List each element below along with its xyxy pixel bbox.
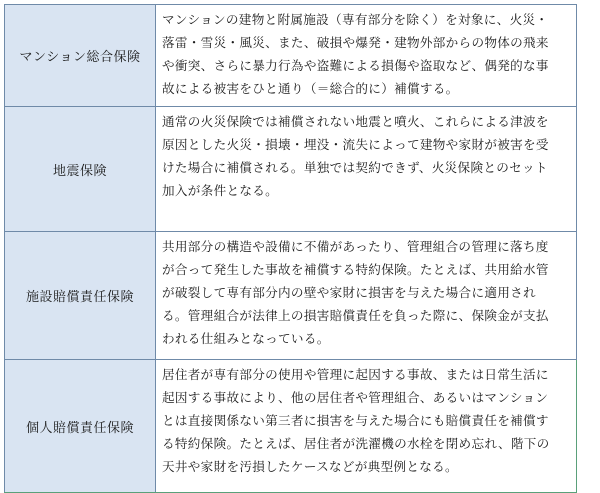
description-line: が合って発生した事故を補償する特約保険。たとえば、共用給水管 [162, 262, 549, 277]
row-label-cell [5, 232, 156, 360]
description-line: けた場合に補償される。単独では契約できず、火災保険とのセット [162, 160, 548, 175]
description-line: 故による被害をひと通り（＝総合的に）補償する。 [162, 81, 459, 96]
table-row [5, 360, 577, 493]
table-row [5, 107, 577, 232]
table-row [5, 232, 577, 360]
description-line: われる仕組みとなっている。 [162, 331, 330, 346]
description-line: マンションの建物と附属施設（専有部分を除く）を対象に、火災・ [162, 12, 549, 27]
description-line: 通常の火災保険では補償されない地震と噴火、これらによる津波を [162, 114, 549, 129]
description-line: る。管理組合が法律上の損害賠償責任を負った際に、保険金が支払 [162, 308, 549, 323]
description-line: や衝突、さらに暴力行為や盗難による損傷や盗取など、偶発的な事 [162, 58, 549, 73]
table-row [5, 5, 577, 107]
row-label-cell [5, 107, 156, 232]
description-line: とは直接関係ない第三者に損害を与えた場合にも賠償責任を補償す [162, 413, 549, 428]
description-line: 居住者が専有部分の使用や管理に起因する事故、または日常生活に [162, 367, 549, 382]
description-line: 落雷・雪災・風災、また、破損や爆発・建物外部からの物体の飛来 [162, 35, 549, 50]
row-label: マンション総合保険 [19, 50, 141, 65]
description-line: が破裂して専有部分内の壁や家財に損害を与えた場合に適用され [162, 285, 536, 300]
row-label: 施設賠償責任保険 [25, 290, 134, 305]
row-label: 地震保険 [52, 163, 107, 179]
row-label-cell [5, 5, 156, 107]
row-label: 個人賠償責任保険 [25, 420, 134, 436]
row-description-cell [156, 232, 577, 360]
description-line: 起因する事故により、他の居住者や管理組合、あるいはマンション [162, 390, 549, 405]
description-line: 天井や家財を汚損したケースなどが典型例となる。 [162, 459, 458, 474]
row-description-cell [156, 5, 577, 107]
insurance-table [4, 4, 577, 493]
description-line: る特約保険。たとえば、居住者が洗濯機の水栓を閉め忘れ、階下の [162, 436, 550, 451]
row-description-cell [156, 107, 577, 232]
row-label-cell [5, 360, 156, 493]
description-line: 加入が条件となる。 [162, 183, 279, 198]
row-description-cell [156, 360, 577, 493]
description-line: 原因とした火災・損壊・埋没・流失によって建物や家財が被害を受 [162, 137, 549, 152]
description-line: 共用部分の構造や設備に不備があったり、管理組合の管理に落ち度 [162, 239, 549, 254]
